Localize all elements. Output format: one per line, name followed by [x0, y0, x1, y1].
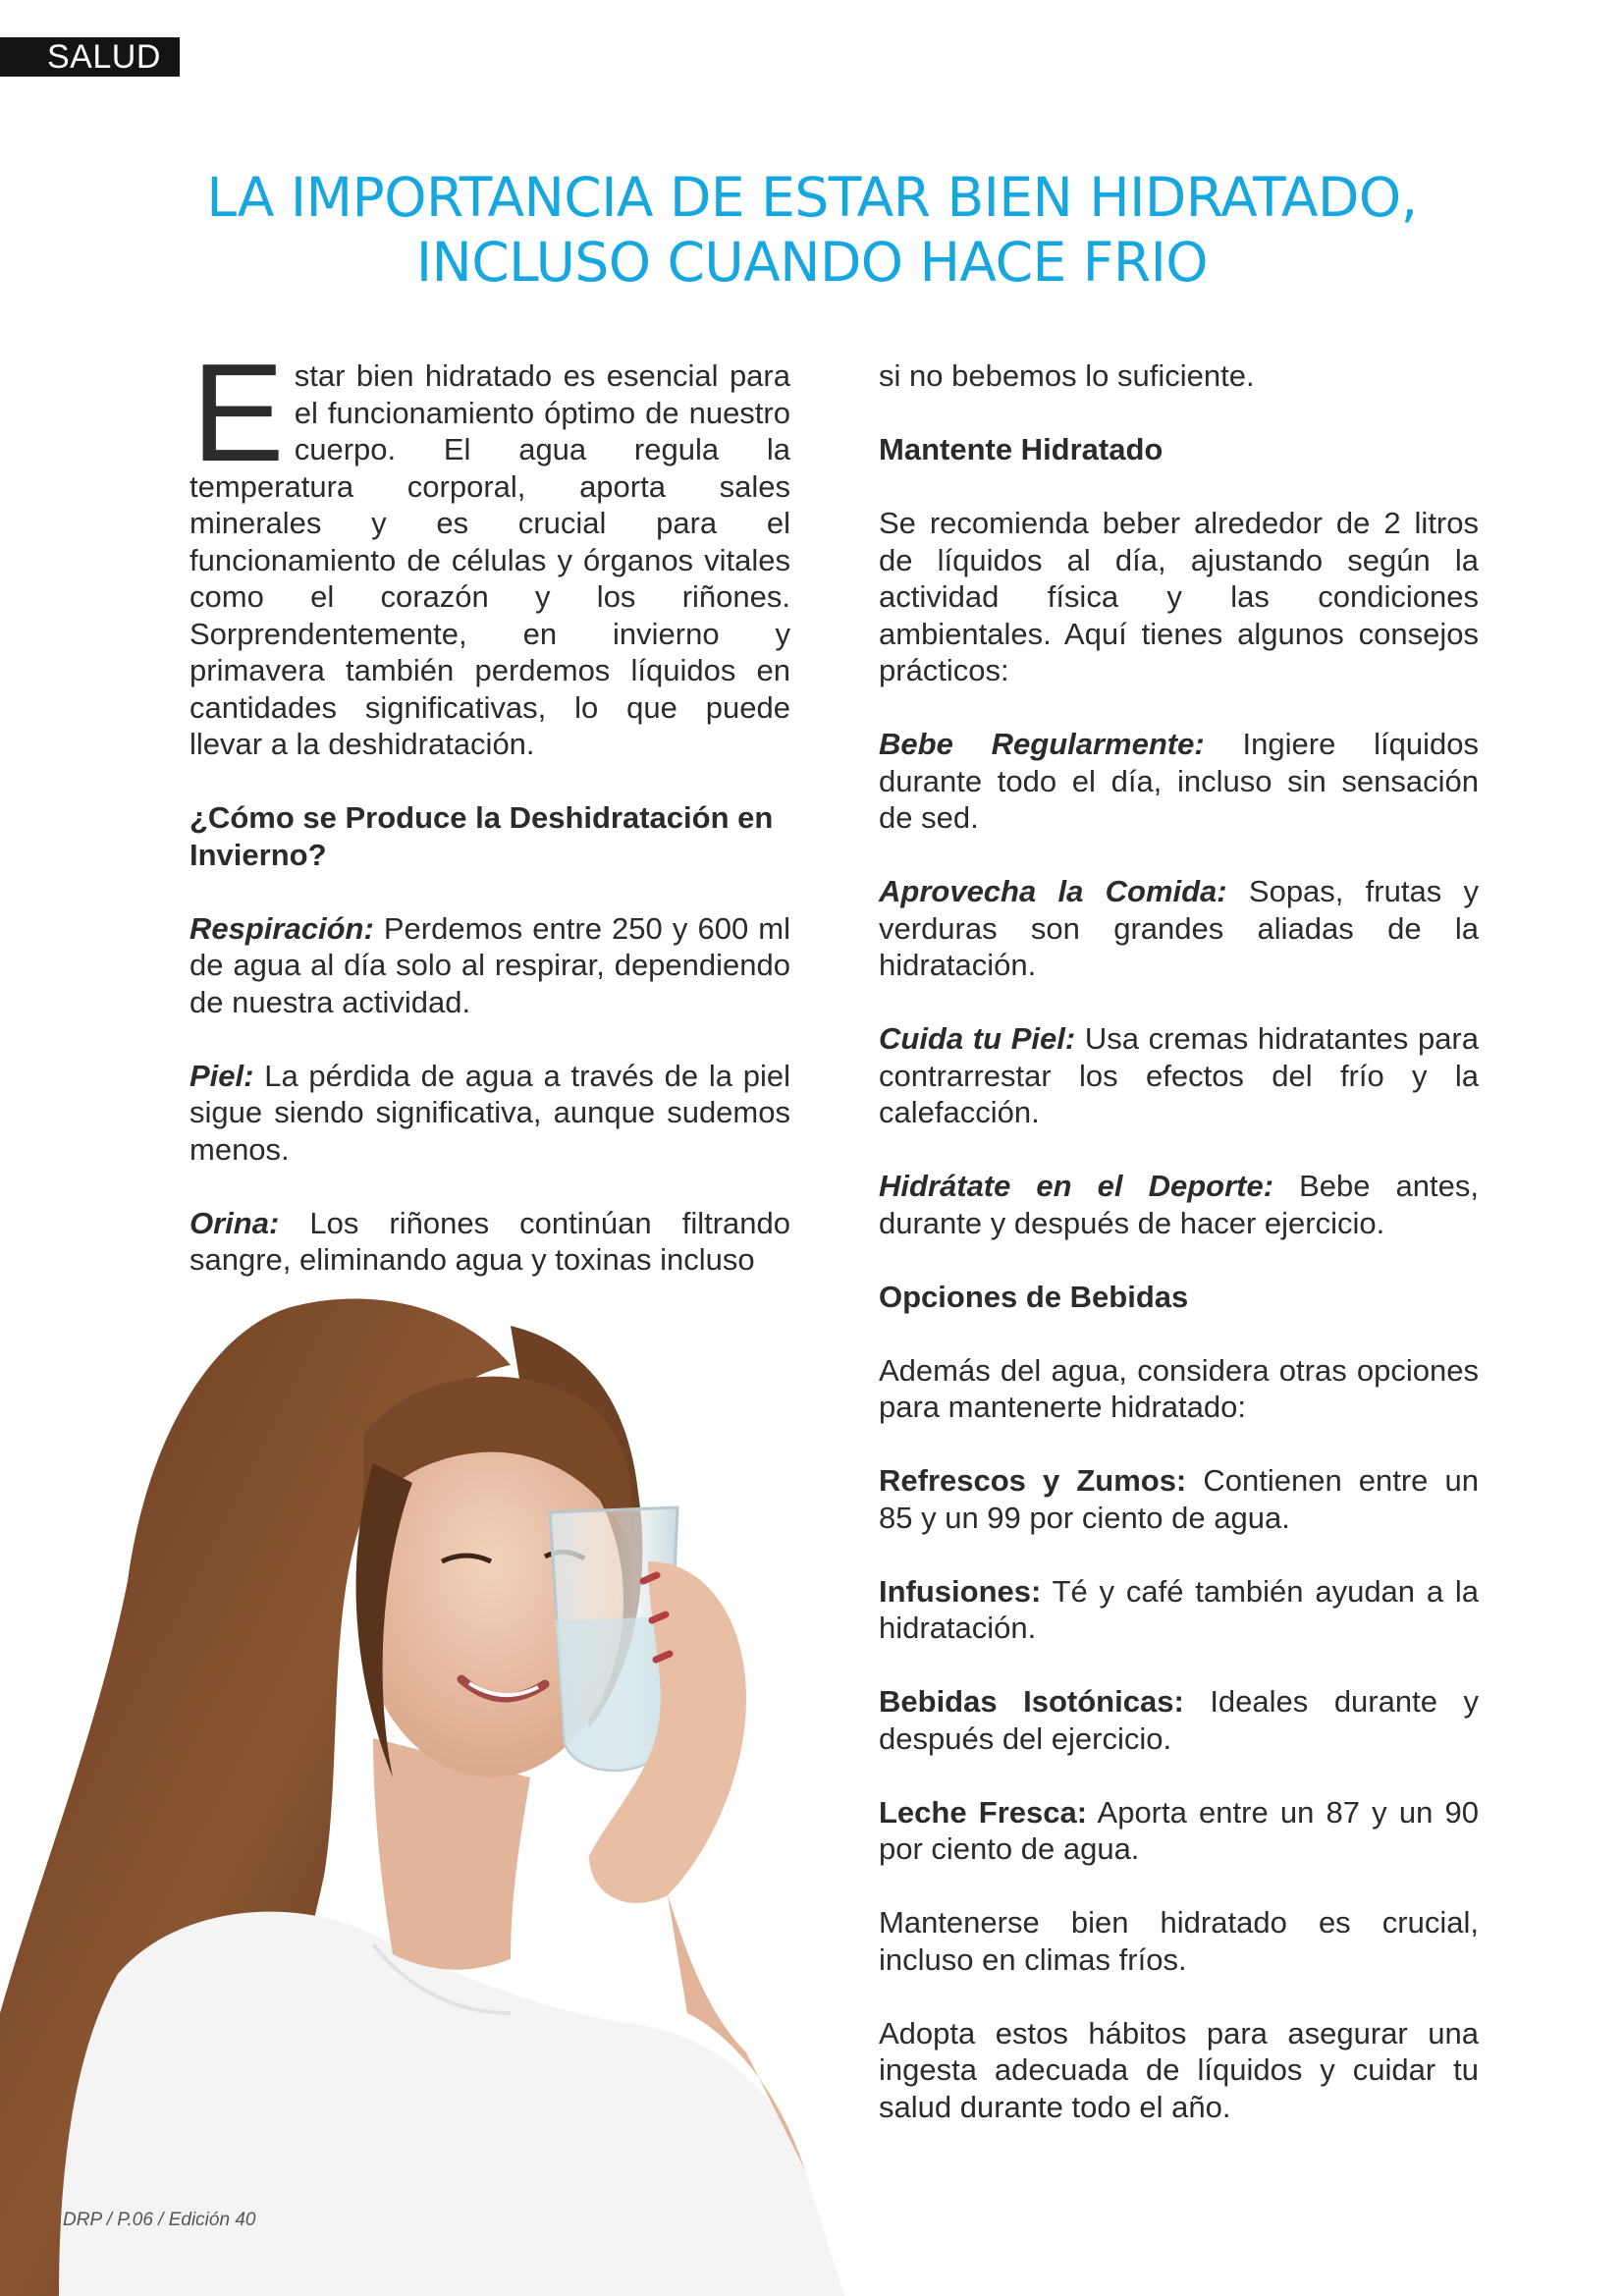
tip-text: Sopas, frutas y verduras son grandes aliadas de la hidratación. [879, 874, 1479, 982]
drink-text: Aporta entre un 87 y un 90 por ciento de agua. [879, 1794, 1479, 1866]
cause-item [189, 1058, 790, 1169]
cause-label: Piel: [189, 1058, 254, 1093]
intro-text: star bien hidratado es esencial para el funcionamiento óptimo de nuestro cuerpo. El agua regula la temperatura corporal, aporta sales minerales y es crucial para el funcionamiento de células y órganos vitales como el corazón y los riñones. Sorprendentemente, en invierno y primavera también perdemos líquidos en cantidades significativas, lo que puede llevar a la deshidratación. [189, 358, 790, 761]
drink-item [879, 1462, 1479, 1536]
continuation-text: si no bebemos lo suficiente. [879, 358, 1255, 393]
drink-options-intro: Además del agua, considera otras opciones para mantenerte hidratado: [879, 1352, 1479, 1424]
cause-label: Respiración: [189, 910, 374, 946]
woman-drinking-water-photo [0, 1267, 844, 2296]
cause-item [189, 1205, 790, 1279]
drink-item [879, 1573, 1479, 1647]
drink-label: Infusiones: [879, 1573, 1042, 1609]
page-footer: DRP / P.06 / Edición 40 [63, 2210, 256, 2230]
drink-label: Refrescos y Zumos: [879, 1463, 1187, 1498]
drink-item [879, 1683, 1479, 1757]
drink-text: Ideales durante y después del ejercicio. [879, 1684, 1479, 1756]
drink-item [879, 1794, 1479, 1868]
tip-text: Usa cremas hidratantes para contrarrestar los efectos del frío y la calefacción. [879, 1021, 1479, 1129]
drink-options-heading: Opciones de Bebidas [879, 1279, 1189, 1314]
tip-text: Bebe antes, durante y después de hacer ejercicio. [879, 1169, 1479, 1240]
drink-text: Té y café también ayudan a la hidratación. [879, 1573, 1479, 1645]
tip-item [879, 726, 1479, 837]
article-title [118, 165, 1506, 295]
cause-text: Los riñones continúan filtrando sangre, eliminando agua y toxinas incluso [189, 1205, 790, 1277]
tip-label: Cuida tu Piel: [879, 1021, 1076, 1056]
tip-item [879, 1020, 1479, 1131]
cause-text: Perdemos entre 250 y 600 ml de agua al día solo al respirar, dependiendo de nuestra actividad. [189, 910, 790, 1019]
cause-text: La pérdida de agua a través de la piel sigue siendo significativa, aunque sudemos menos. [189, 1058, 790, 1167]
tip-label: Aprovecha la Comida: [879, 874, 1227, 908]
left-column [189, 335, 790, 1315]
tip-text: Ingiere líquidos durante todo el día, incluso sin sensación de sed. [879, 727, 1479, 835]
tip-item [879, 1168, 1479, 1241]
title-line-2: INCLUSO CUANDO HACE FRIO [415, 231, 1209, 294]
right-column [879, 357, 1479, 2162]
tip-item [879, 873, 1479, 984]
section-tag: SALUD [0, 37, 180, 77]
drink-label: Bebidas Isotónicas: [879, 1684, 1184, 1719]
closing-paragraph: Mantenerse bien hidratado es crucial, incluso en climas fríos. [879, 1905, 1479, 1977]
intro-paragraph [189, 335, 790, 763]
drop-cap: E [191, 335, 285, 491]
drink-text: Contienen entre un 85 y un 99 por ciento de agua. [879, 1463, 1479, 1535]
tip-label: Hidrátate en el Deporte: [879, 1169, 1274, 1203]
cause-label: Orina: [189, 1205, 280, 1240]
drink-label: Leche Fresca: [879, 1794, 1088, 1830]
tip-label: Bebe Regularmente: [879, 727, 1205, 761]
cause-item [189, 910, 790, 1021]
closing-paragraph: Adopta estos hábitos para asegurar una ingesta adecuada de líquidos y cuidar tu salud durante todo el año. [879, 2015, 1479, 2124]
stay-hydrated-heading: Mantente Hidratado [879, 432, 1164, 466]
recommendation-paragraph: Se recomienda beber alrededor de 2 litros de líquidos al día, ajustando según la actividad física y las condiciones ambientales. Aquí tienes algunos consejos prácticos: [879, 506, 1479, 687]
dehydration-heading: ¿Cómo se Produce la Deshidratación en Invierno? [189, 800, 774, 872]
title-line-1: LA IMPORTANCIA DE ESTAR BIEN HIDRATADO, [206, 166, 1418, 229]
